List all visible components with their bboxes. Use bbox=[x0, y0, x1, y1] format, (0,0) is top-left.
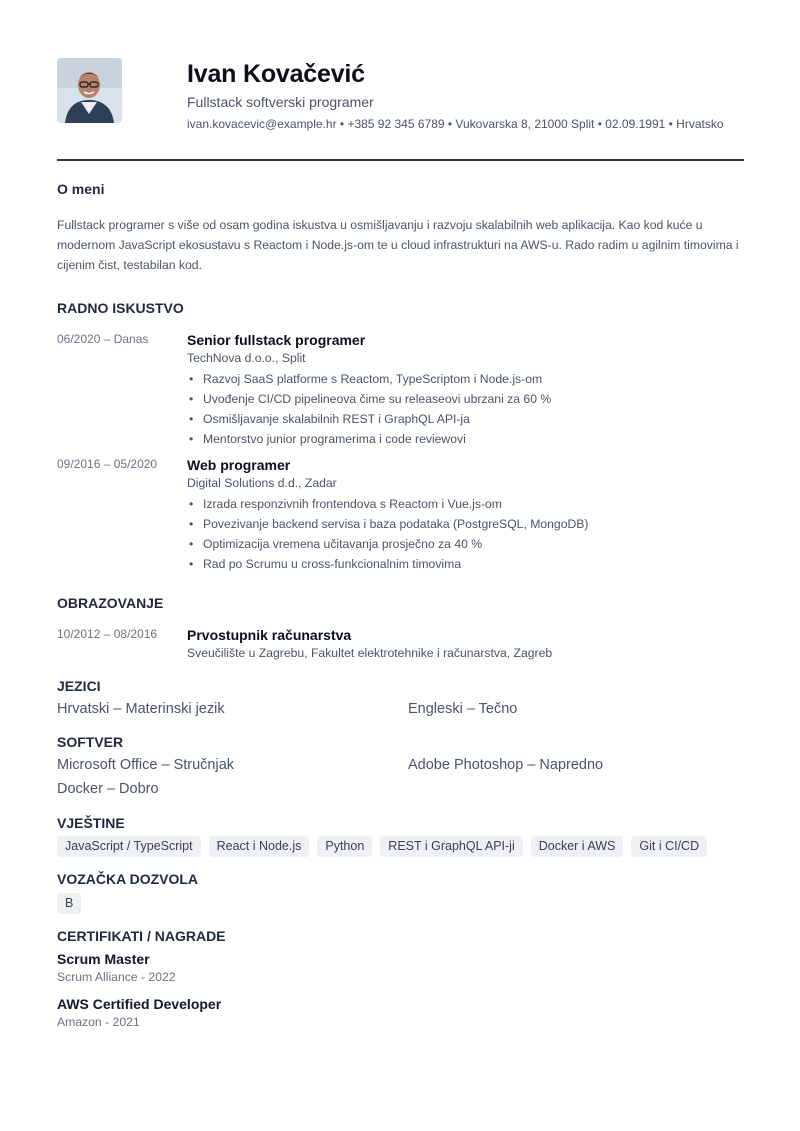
certificate-org: Scrum Alliance - 2022 bbox=[57, 970, 176, 984]
full-name: Ivan Kovačević bbox=[187, 60, 365, 88]
certificate-name: AWS Certified Developer bbox=[57, 996, 222, 1012]
portrait-image bbox=[57, 58, 122, 123]
software-item: Adobe Photoshop – Napredno bbox=[408, 757, 604, 773]
job-bullets bbox=[203, 494, 588, 574]
profile-photo bbox=[57, 58, 122, 123]
education-title-degree: Prvostupnik računarstva bbox=[187, 627, 352, 643]
skill-tag: Docker i AWS bbox=[531, 836, 624, 857]
software-item: Microsoft Office – Stručnjak bbox=[57, 757, 235, 773]
skill-tag: Python bbox=[317, 836, 372, 857]
job-bullets bbox=[203, 369, 551, 449]
education-date: 10/2012 – 08/2016 bbox=[57, 627, 158, 641]
skill-tag: Git i CI/CD bbox=[631, 836, 707, 857]
job-date: 09/2016 – 05/2020 bbox=[57, 457, 158, 471]
about-text: Fullstack programer s više od osam godina iskustva u osmišljavanju i razvoju skalabilnih web aplikacija. Kao kod kuće u modernom JavaScript ekosustavu s Reactom i Node.js-om te u cloud infrastrukturi na AWS-u. Rado radim u agilnim timovima i cijenim čist, testabilan kod. bbox=[57, 218, 739, 272]
language-item: Engleski – Tečno bbox=[408, 701, 518, 717]
job-bullet: • Povezivanje backend servisa i baza podataka (PostgreSQL, MongoDB) bbox=[203, 514, 588, 534]
license-tag: B bbox=[57, 893, 81, 914]
skill-tag: JavaScript / TypeScript bbox=[57, 836, 201, 857]
skills-tags bbox=[57, 836, 707, 857]
license-tags bbox=[57, 893, 81, 914]
software-item: Docker – Dobro bbox=[57, 781, 159, 797]
job-bullet: • Uvođenje CI/CD pipelineova čime su releaseovi ubrzani za 60 % bbox=[203, 389, 551, 409]
education-entry bbox=[57, 627, 747, 667]
job-date: 06/2020 – Danas bbox=[57, 332, 149, 346]
header-divider bbox=[57, 159, 744, 161]
skill-tag: REST i GraphQL API-ji bbox=[380, 836, 522, 857]
education-institution: Sveučilište u Zagrebu, Fakultet elektrotehnike i računarstva, Zagreb bbox=[187, 646, 553, 660]
certificates-title: CERTIFIKATI / NAGRADE bbox=[57, 928, 226, 944]
job-company: Digital Solutions d.d., Zadar bbox=[187, 476, 337, 490]
job-company: TechNova d.o.o., Split bbox=[187, 351, 306, 365]
skill-tag: React i Node.js bbox=[209, 836, 310, 857]
skills-title: VJEŠTINE bbox=[57, 815, 125, 831]
job-bullet: • Mentorstvo junior programerima i code reviewovi bbox=[203, 429, 551, 449]
job-bullet: • Izrada responzivnih frontendova s Reactom i Vue.js-om bbox=[203, 494, 588, 514]
education-title: OBRAZOVANJE bbox=[57, 595, 164, 611]
job-title: Senior fullstack programer bbox=[187, 332, 366, 348]
job-bullet: • Rad po Scrumu u cross-funkcionalnim timovima bbox=[203, 554, 588, 574]
languages-title: JEZICI bbox=[57, 678, 101, 694]
language-item: Hrvatski – Materinski jezik bbox=[57, 701, 225, 717]
contact-info: ivan.kovacevic@example.hr • +385 92 345 6789 • Vukovarska 8, 21000 Split • 02.09.1991 • Hrvatsko bbox=[187, 117, 724, 131]
job-bullet: • Osmišljavanje skalabilnih REST i GraphQL API-ja bbox=[203, 409, 551, 429]
certificate-name: Scrum Master bbox=[57, 951, 150, 967]
certificate-org: Amazon - 2021 bbox=[57, 1015, 140, 1029]
software-title: SOFTVER bbox=[57, 734, 124, 750]
job-title: Web programer bbox=[187, 457, 291, 473]
job-role: Fullstack softverski programer bbox=[187, 94, 374, 110]
job-entry bbox=[57, 332, 747, 452]
job-entry bbox=[57, 457, 747, 577]
about-title: O meni bbox=[57, 181, 105, 197]
job-bullet: • Razvoj SaaS platforme s Reactom, TypeScriptom i Node.js-om bbox=[203, 369, 551, 389]
job-bullet: • Optimizacija vremena učitavanja prosječno za 40 % bbox=[203, 534, 588, 554]
license-title: VOZAČKA DOZVOLA bbox=[57, 871, 199, 887]
experience-title: RADNO ISKUSTVO bbox=[57, 300, 184, 316]
